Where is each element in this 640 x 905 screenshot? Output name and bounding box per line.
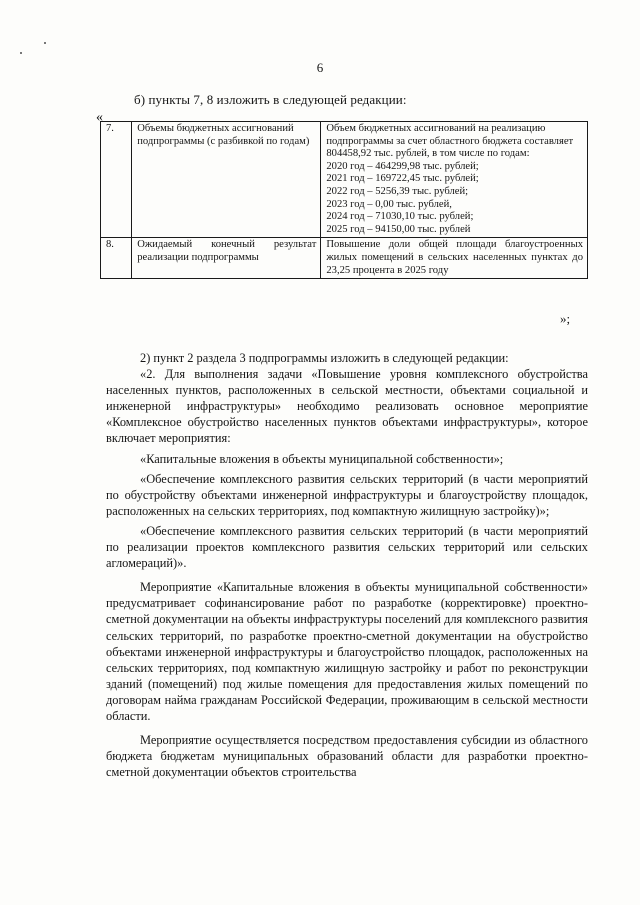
amendment-intro: б) пункты 7, 8 изложить в следующей редакции:: [134, 92, 407, 107]
row-number: 7.: [101, 122, 132, 238]
passport-table: [100, 121, 588, 279]
row-name: Ожидаемый конечный результат реализации подпрограммы: [132, 238, 321, 279]
paragraph: Мероприятие осуществляется посредством предоставления субсидии из областного бюджета бюджетам муниципальных образований области для разработки проектно-сметной документации объектов строительства: [106, 733, 588, 780]
value-line: 2021 год – 169722,45 тыс. рублей;: [326, 173, 479, 185]
value-line: 2022 год – 5256,39 тыс. рублей;: [326, 185, 469, 197]
paragraph: «Капитальные вложения в объекты муниципальной собственности»;: [140, 451, 504, 466]
scan-speck: [20, 52, 22, 54]
value-line: 2025 год – 94150,00 тыс. рублей: [326, 223, 471, 235]
row-number: 8.: [101, 238, 132, 279]
value-line: 2024 год – 71030,10 тыс. рублей;: [326, 211, 474, 223]
table-row: [101, 122, 588, 238]
row-value: [321, 122, 588, 238]
value-line: 2023 год – 0,00 тыс. рублей,: [326, 198, 452, 210]
scan-speck: [44, 42, 46, 44]
value-line: Объем бюджетных ассигнований на реализацию подпрограммы за счет областного бюджета составляет 804458,92 тыс. рублей, в том числе по годам:: [326, 123, 574, 160]
paragraph: «Обеспечение комплексного развития сельских территорий (в части мероприятий по обустройству объектами инженерной инфраструктуры и благоустройству площадок, расположенных на сельских территориях, под компактную жилищную застройку)»;: [106, 471, 588, 518]
row-name: Объемы бюджетных ассигнований подпрограммы (с разбивкой по годам): [132, 122, 321, 238]
quote-open: «: [96, 110, 103, 125]
document-body: [106, 350, 588, 780]
paragraph: Мероприятие «Капитальные вложения в объекты муниципальной собственности» предусматривает софинансирование работ по разработке (корректировке) проектно-сметной документации на объекты инфраструктуры поселений для комплексного развития сельских территорий, по разработке проектно-сметной документации на обустройство объектами инженерной инфраструктуры и благоустройство площадок, расположенных на сельских территориях, под компактную жилищную застройку и работ по реконструкции зданий (помещений) под жилые помещения для предоставления жилых помещений по договорам найма гражданам Российской Федерации, проживающим в сельской местности области.: [106, 580, 588, 723]
paragraph: «Обеспечение комплексного развития сельских территорий (в части мероприятий по реализации проектов комплексного развития сельских территорий или сельских агломераций)».: [106, 523, 588, 571]
row-value: Повышение доли общей площади благоустроенных жилых помещений в сельских населенных пунктах до 23,25 процента в 2025 году: [321, 238, 588, 279]
paragraph: «2. Для выполнения задачи «Повышение уровня комплексного обустройства населенных пунктов, расположенных в сельской местности, объектами социальной и инженерной инфраструктуры» необходимо реализовать основное мероприятие «Комплексное обустройство населенных пунктов объектами инфраструктуры», которое включает мероприятия:: [106, 367, 588, 446]
quote-close: »;: [560, 311, 571, 326]
table-row: [101, 238, 588, 279]
paragraph: 2) пункт 2 раздела 3 подпрограммы изложить в следующей редакции:: [140, 351, 509, 365]
page-number: 6: [316, 60, 324, 75]
value-line: 2020 год – 464299,98 тыс. рублей;: [326, 160, 479, 172]
